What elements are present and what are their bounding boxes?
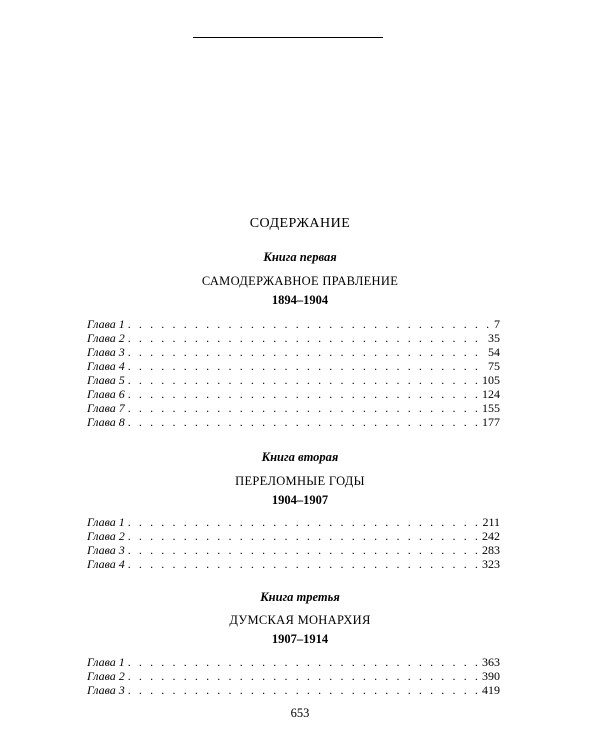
chapter-entry[interactable] <box>87 401 500 415</box>
chapter-entry[interactable] <box>87 669 500 683</box>
dot-leader <box>128 373 479 387</box>
chapter-page: 54 <box>488 345 500 359</box>
chapter-label: Глава 4 <box>87 557 125 571</box>
chapter-label: Глава 4 <box>87 359 125 373</box>
toc-heading: СОДЕРЖАНИЕ <box>249 216 351 231</box>
chapter-label: Глава 3 <box>87 543 125 557</box>
book-title: САМОДЕРЖАВНОЕ ПРАВЛЕНИЕ <box>201 274 399 288</box>
dot-leader <box>128 655 479 669</box>
chapter-list <box>87 515 500 571</box>
dot-leader <box>128 317 491 331</box>
chapter-entry[interactable] <box>87 331 500 345</box>
chapter-label: Глава 7 <box>87 401 125 415</box>
book-title: ПЕРЕЛОМНЫЕ ГОДЫ <box>235 474 365 488</box>
chapter-page: 283 <box>482 543 500 557</box>
chapter-entry[interactable] <box>87 543 500 557</box>
top-rule <box>193 37 383 38</box>
chapter-label: Глава 1 <box>87 515 125 529</box>
chapter-label: Глава 2 <box>87 331 125 345</box>
dot-leader <box>128 331 485 345</box>
chapter-entry[interactable] <box>87 515 500 529</box>
dot-leader <box>128 345 485 359</box>
chapter-page: 419 <box>482 683 500 697</box>
chapter-page: 323 <box>482 557 500 571</box>
chapter-page: 363 <box>482 655 500 669</box>
dot-leader <box>128 515 480 529</box>
chapter-list <box>87 655 500 697</box>
chapter-page: 35 <box>488 331 500 345</box>
page-number: 653 <box>290 706 310 720</box>
chapter-label: Глава 1 <box>87 655 125 669</box>
chapter-label: Глава 2 <box>87 669 125 683</box>
chapter-page: 177 <box>482 415 500 429</box>
dot-leader <box>128 669 479 683</box>
book-label: Книга вторая <box>261 450 339 464</box>
chapter-entry[interactable] <box>87 529 500 543</box>
chapter-label: Глава 8 <box>87 415 125 429</box>
chapter-entry[interactable] <box>87 387 500 401</box>
book-years: 1907–1914 <box>271 632 329 646</box>
chapter-label: Глава 2 <box>87 529 125 543</box>
dot-leader <box>128 543 479 557</box>
chapter-entry[interactable] <box>87 683 500 697</box>
dot-leader <box>128 387 479 401</box>
chapter-page: 390 <box>482 669 500 683</box>
book-label: Книга третья <box>260 590 340 604</box>
chapter-page: 105 <box>482 373 500 387</box>
chapter-entry[interactable] <box>87 359 500 373</box>
chapter-label: Глава 1 <box>87 317 125 331</box>
chapter-page: 155 <box>482 401 500 415</box>
chapter-entry[interactable] <box>87 655 500 669</box>
chapter-entry[interactable] <box>87 317 500 331</box>
chapter-page: 242 <box>482 529 500 543</box>
book-years: 1904–1907 <box>271 493 329 507</box>
book-title: ДУМСКАЯ МОНАРХИЯ <box>229 613 371 627</box>
dot-leader <box>128 359 485 373</box>
chapter-entry[interactable] <box>87 373 500 387</box>
book-label: Книга первая <box>263 250 337 264</box>
book-years: 1894–1904 <box>271 293 329 307</box>
chapter-list <box>87 317 500 429</box>
chapter-label: Глава 3 <box>87 345 125 359</box>
dot-leader <box>128 529 479 543</box>
dot-leader <box>128 683 479 697</box>
chapter-page: 75 <box>488 359 500 373</box>
chapter-page: 7 <box>494 317 500 331</box>
chapter-entry[interactable] <box>87 415 500 429</box>
dot-leader <box>128 557 479 571</box>
chapter-entry[interactable] <box>87 345 500 359</box>
chapter-label: Глава 6 <box>87 387 125 401</box>
dot-leader <box>128 415 479 429</box>
chapter-page: 211 <box>482 515 500 529</box>
chapter-entry[interactable] <box>87 557 500 571</box>
dot-leader <box>128 401 479 415</box>
chapter-label: Глава 5 <box>87 373 125 387</box>
chapter-label: Глава 3 <box>87 683 125 697</box>
chapter-page: 124 <box>482 387 500 401</box>
